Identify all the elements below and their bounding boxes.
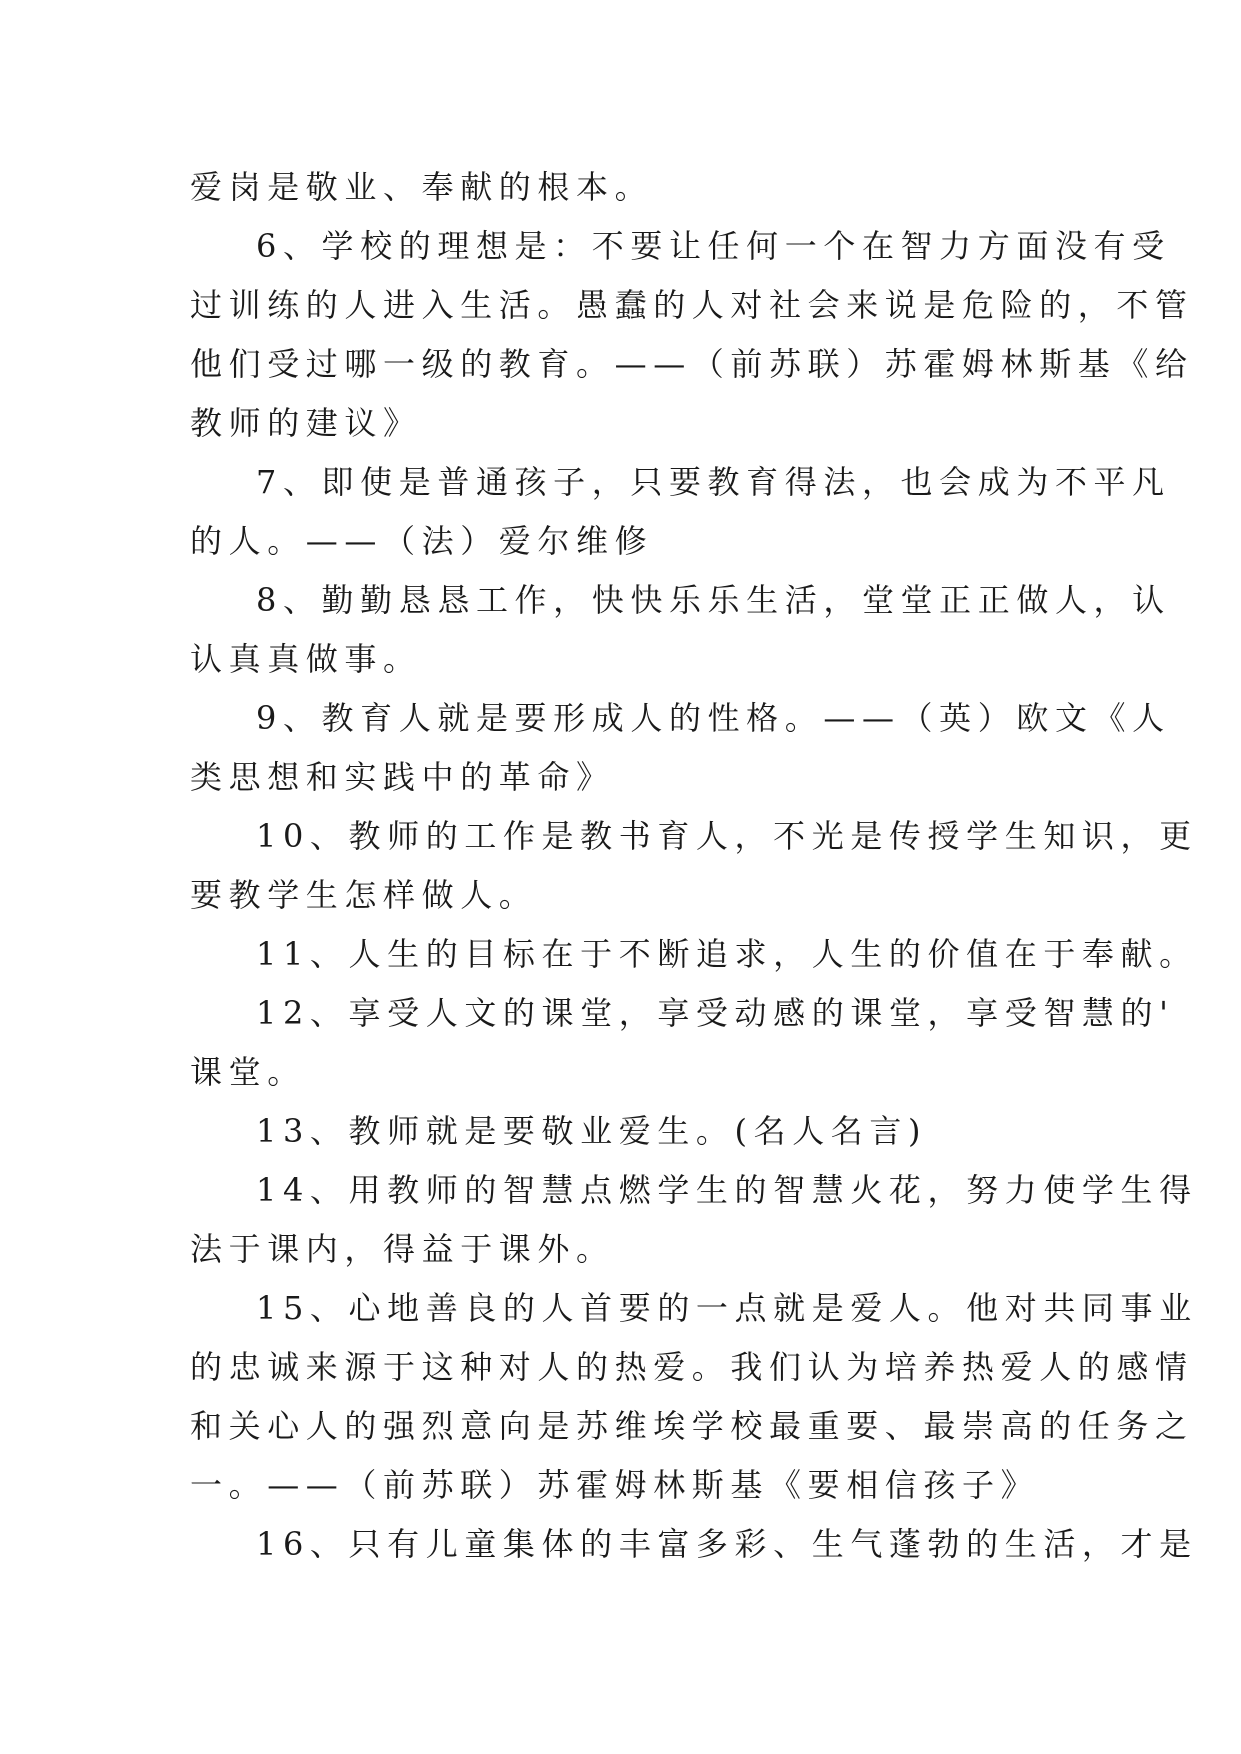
text-line: 6、学校的理想是：不要让任何一个在智力方面没有受 bbox=[256, 227, 1171, 265]
text-line: 10、教师的工作是教书育人，不光是传授学生知识，更 bbox=[256, 817, 1198, 855]
text-line: 爱岗是敬业、奉献的根本。 bbox=[190, 168, 654, 206]
text-line: 9、教育人就是要形成人的性格。——（英）欧文《人 bbox=[256, 699, 1171, 737]
text-line: 13、教师就是要敬业爱生。(名人名言) bbox=[256, 1112, 928, 1150]
text-line: 12、享受人文的课堂，享受动感的课堂，享受智慧的' bbox=[256, 994, 1175, 1032]
text-line: 一。——（前苏联）苏霍姆林斯基《要相信孩子》 bbox=[190, 1466, 1040, 1504]
text-line: 的忠诚来源于这种对人的热爱。我们认为培养热爱人的感情 bbox=[190, 1348, 1194, 1386]
text-line: 8、勤勤恳恳工作，快快乐乐生活，堂堂正正做人，认 bbox=[256, 581, 1171, 619]
text-line: 课堂。 bbox=[190, 1053, 306, 1091]
text-line: 7、即使是普通孩子，只要教育得法，也会成为不平凡 bbox=[256, 463, 1171, 501]
document-body bbox=[190, 158, 1198, 1574]
text-line: 他们受过哪一级的教育。——（前苏联）苏霍姆林斯基《给 bbox=[190, 345, 1194, 383]
text-line: 要教学生怎样做人。 bbox=[190, 876, 538, 914]
text-line: 认真真做事。 bbox=[190, 640, 422, 678]
text-line: 教师的建议》 bbox=[190, 404, 422, 442]
text-line: 11、人生的目标在于不断追求，人生的价值在于奉献。 bbox=[256, 935, 1198, 973]
text-line: 16、只有儿童集体的丰富多彩、生气蓬勃的生活，才是 bbox=[256, 1525, 1198, 1563]
text-line: 的人。——（法）爱尔维修 bbox=[190, 522, 654, 560]
text-line: 过训练的人进入生活。愚蠢的人对社会来说是危险的，不管 bbox=[190, 286, 1194, 324]
text-line: 类思想和实践中的革命》 bbox=[190, 758, 615, 796]
text-line: 15、心地善良的人首要的一点就是爱人。他对共同事业 bbox=[256, 1289, 1198, 1327]
text-line: 法于课内，得益于课外。 bbox=[190, 1230, 615, 1268]
text-line: 14、用教师的智慧点燃学生的智慧火花，努力使学生得 bbox=[256, 1171, 1198, 1209]
text-line: 和关心人的强烈意向是苏维埃学校最重要、最崇高的任务之 bbox=[190, 1407, 1194, 1445]
